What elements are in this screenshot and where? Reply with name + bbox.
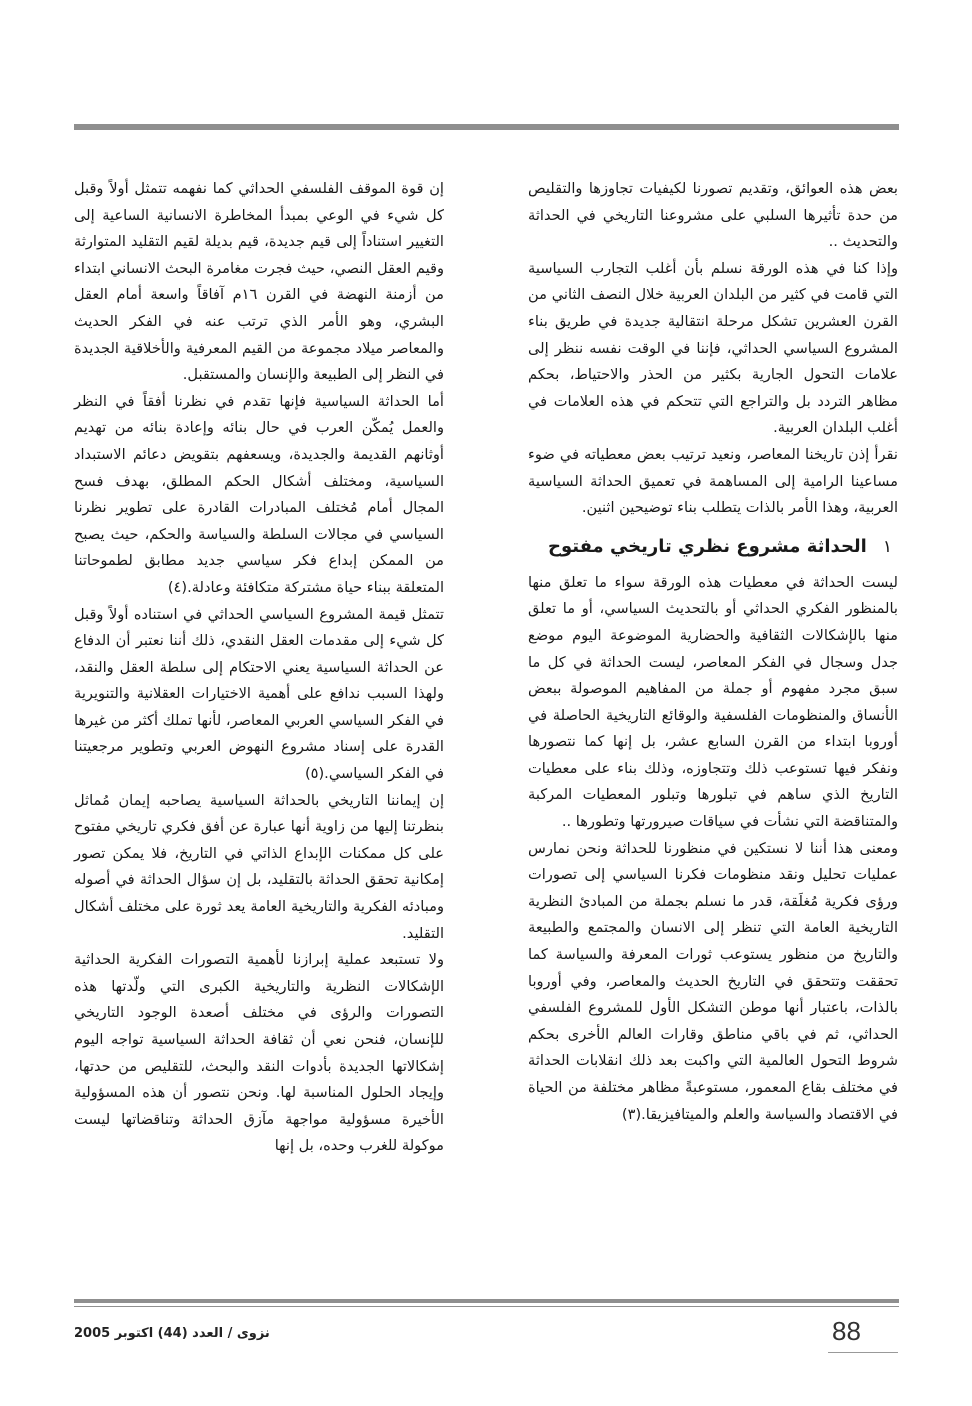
- bottom-rule: [74, 1299, 899, 1303]
- left-paragraph-2: أما الحداثة السياسية فإنها تقدم في نظرنا أفقاً في النظر والعمل يُمكّن العرب في حال بنائه وإعادة بنائه من تهديم أوثانهم القديمة والجديدة، ويسعفهم بتقويض دعائم الاستبداد السياسية، ومختلف أشكال الحكم المطلق، بهدف فسح المجال أمام مُختلف المبادرات القادرة على تطوير نظرنا السياسي في مجالات السلطة والسياسة والحكم، حيث يصبح من الممكن إبداع فكر سياسي جديد مطابق لطموحاتنا المتعلقة ببناء حياة مشتركة متكافئة وعادلة.(٤): [74, 392, 444, 596]
- page-number: 88: [832, 1316, 861, 1346]
- left-paragraph-5: ولا تستبعد عملية إبرازنا لأهمية التصورات الفكرية الحداثية الإشكالات النظرية والتاريخية الكبرى التي ولّدتها هذه التصورات والرؤى في مختلف أصعدة الوجود التاريخي للإنسان، فنحن نعي أن ثقافة الحداثة السياسية تواجه اليوم إشكالاتها الجديدة بأدوات النقد والبحث، للتقليص من حدتها، وإيجاد الحلول المناسبة لها. ونحن نتصور أن هذه المسؤولية الأخيرة مسؤولية مواجهة مآزق الحداثة وتناقضاتها ليست موكولة للغرب وحده، بل إنها: [74, 951, 444, 1155]
- right-paragraph-4: ليست الحداثة في معطيات هذه الورقة سواء ما تعلق منها بالمنظور الفكري الحداثي أو بالتحديث السياسي، أو ما تعلق منها بالإشكالات الثقافية والحضارية الموضوعة اليوم موضع جدل وسجال في الفكر المعاصر، ليست الحداثة في كل ما سبق مجرد مفهوم أو جملة من المفاهيم الموصولة ببعض الأنساق والمنظومات الفلسفية والوقائع التاريخية الحاصلة في أوروبا ابتداء من القرن السابع عشر، بل إنها كما نتصورها ونفكر فيها تستوعب ذلك وتتجاوزه، وذلك بناء على معطيات التاريخ الذي ساهم في تبلورها وتبلور المعطيات المركبة والمتناقضة التي نشأت في سياقات صيرورتها وتطورها ..: [528, 573, 898, 831]
- section-title: الحداثة مشروع نظري تاريخي مفتوح: [547, 535, 867, 557]
- bottom-rule-thin: [74, 1306, 899, 1307]
- right-paragraph-3: نقرأ إذن تاريخنا المعاصر، ونعيد ترتيب بعض معطياته في ضوء مساعينا الرامية إلى المساهمة في تعميق الحداثة السياسية العربية، وهذا الأمر بالذات يتطلب بناء توضيحين اثنين.: [528, 445, 898, 517]
- left-paragraph-1: إن قوة الموقف الفلسفي الحداثي كما نفهمه تتمثل أولاً وقبل كل شيء في الوعي بمبدأ المخاطرة الانسانية الساعية إلى التغيير استناداً إلى قيم جديدة، قيم بديلة لقيم التقليد المتوارثة وقيم العقل النصي، حيث فجرت مغامرة البحث الانساني ابتداء من أزمنة النهضة في القرن ١٦م آفاقاً واسعة أمام العقل البشري، وهو الأمر الذي ترتب عنه في الفكر الحديث والمعاصر ميلاد مجموعة من القيم المعرفية والأخلاقية الجديدة في النظر إلى الطبيعة والإنسان والمستقبل.: [74, 180, 444, 384]
- section-heading: [528, 532, 892, 562]
- issue-footer: نزوى / العدد (44) اكتوبر 2005: [74, 1326, 270, 1341]
- top-rule: [74, 124, 899, 130]
- page-number-underline: [828, 1352, 898, 1353]
- left-paragraph-4: إن إيماننا التاريخي بالحداثة السياسية يصاحبه إيمان مُماثل بنظرتنا إليها من زاوية أنها عبارة عن أفق فكري تاريخي مفتوح على كل ممكنات الإبداع الذاتي في التاريخ، فلا يمكن تصور إمكانية تحقق الحداثة بالتقليد، بل إن سؤال الحداثة في أصوله ومبادئه الفكرية والتاريخية العامة يعد ثورة على مختلف أشكال التقليد.: [74, 791, 444, 942]
- right-column: [528, 176, 898, 1128]
- right-paragraph-1: بعض هذه العوائق، وتقديم تصورنا لكيفيات تجاوزها والتقليص من حدة تأثيرها السلبي على مشروعنا التاريخي في الحداثة والتحديث ..: [528, 180, 898, 251]
- left-column: [74, 176, 444, 1160]
- right-paragraph-2: وإذا كنا في هذه الورقة نسلم بأن أغلب التجارب السياسية التي قامت في كثير من البلدان العربية خلال النصف الثاني من القرن العشرين تشكل مرحلة انتقالية جديدة في طريق بناء المشروع السياسي الحداثي، فإننا في الوقت نفسه ننظر إلى علامات التحول الجارية بكثير من الحذر والاحتياط، بحكم مظاهر التردد بل والتراجع التي تتحكم في هذه العلامات في أغلب البلدان العربية.: [528, 259, 898, 437]
- section-number: ١: [882, 536, 892, 557]
- right-paragraph-5: ومعنى هذا أننا لا نستكين في منظورنا للحداثة ونحن نمارس عمليات تحليل ونقد منظومات فكرنا السياسي إلى تصورات ورؤى فكرية مُغلَقة، قدر ما نسلم بجملة من المبادئ النظرية التاريخية العامة التي تنظر إلى الانسان والمجتمع والطبيعة والتاريخ من منظور يستوعب ثورات المعرفة والسياسة كما تحققت وتتحقق في التاريخ الحديث والمعاصر، وفي أوروبا بالذات، باعتبار أنها موطن التشكل الأول للمشروع الفلسفي الحداثي، ثم في باقي مناطق وقارات العالم الأخرى بحكم شروط التحول العالمية التي واكبت بعد ذلك انقلابات الحداثة في مختلف بقاع المعمور، مستوعبةً مظاهر مختلفة من الحياة في الاقتصاد والسياسة والعلم والميتافيزيقا.(٣): [528, 839, 898, 1123]
- left-paragraph-3: تتمثل قيمة المشروع السياسي الحداثي في استناده أولاً وقبل كل شيء إلى مقدمات العقل النقدي، ذلك أننا نعتبر أن الدفاع عن الحداثة السياسية يعني الاحتكام إلى سلطة العقل والنقد، ولهذا السبب ندافع على أهمية الاختيارات العقلانية والتنويرية في الفكر السياسي العربي المعاصر، لأنها تملك أكثر من غيرها القدرة على إسناد مشروع النهوض العربي وتطوير مرجعيتنا في الفكر السياسي.(٥): [74, 605, 444, 783]
